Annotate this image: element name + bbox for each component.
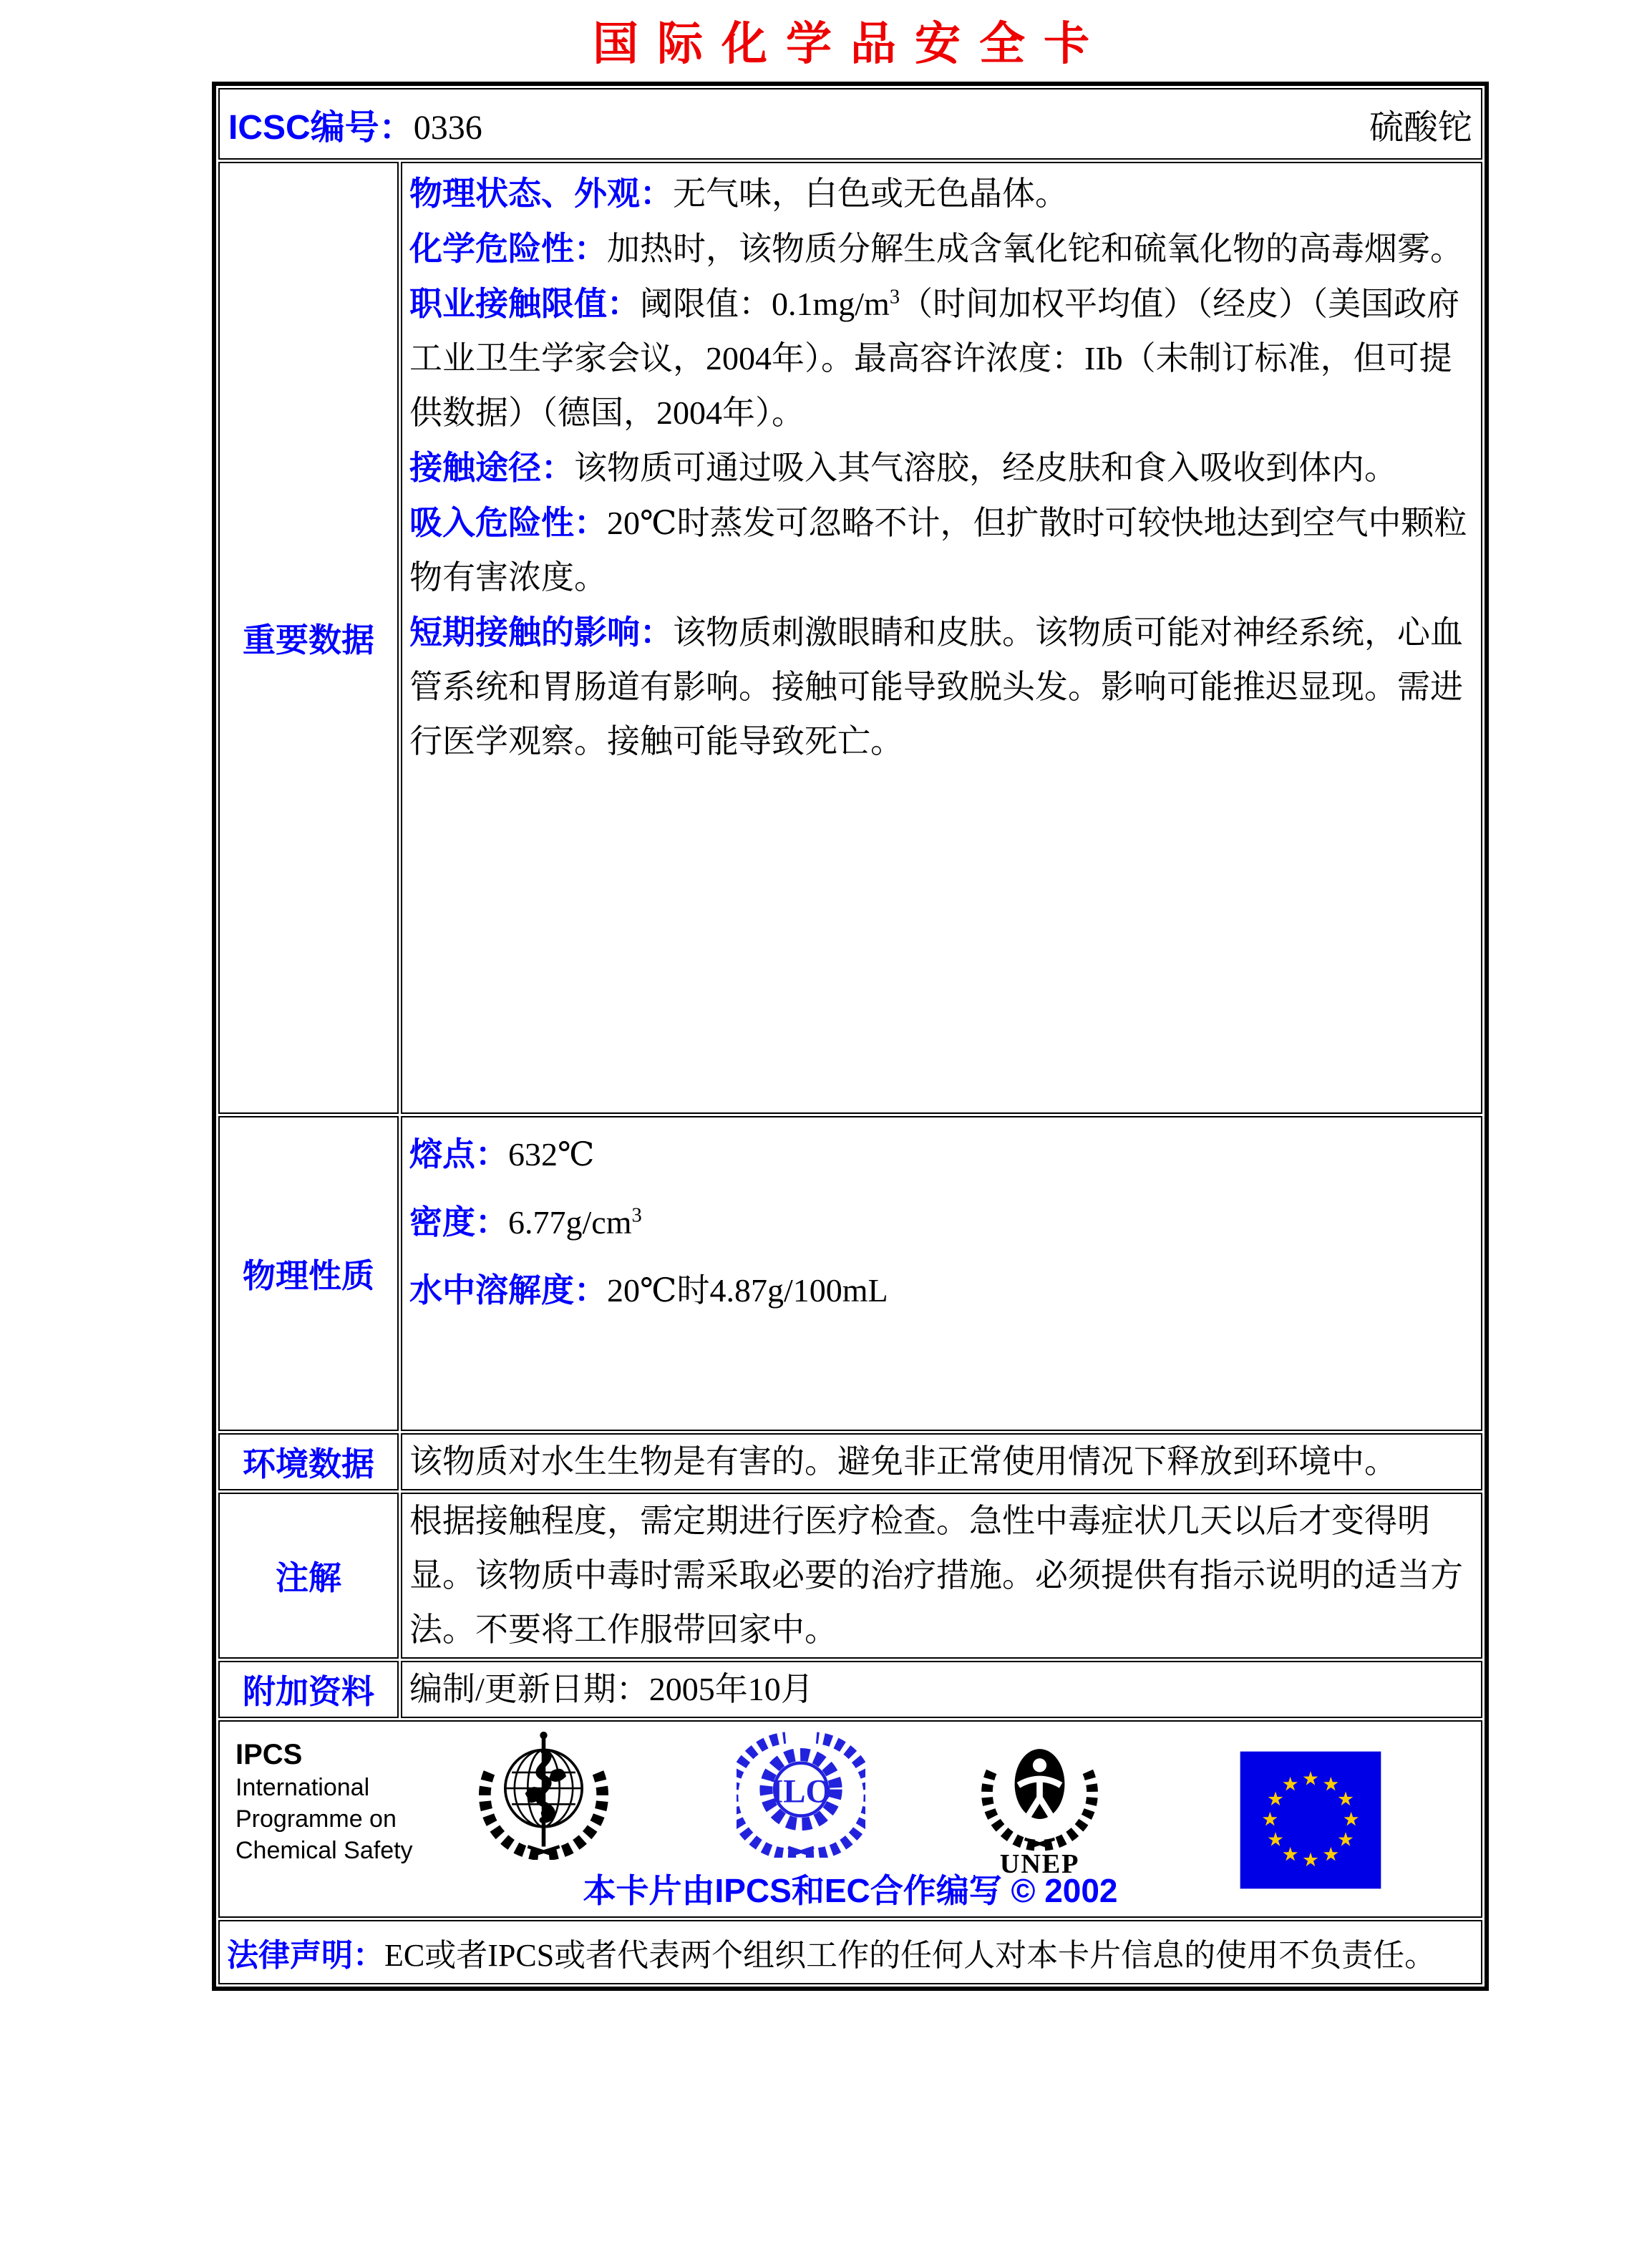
cooperation-caption: 本卡片由IPCS和EC合作编写 © 2002 [583,1872,1118,1909]
ilo-logo-icon [737,1729,865,1858]
item-label: 吸入危险性： [409,504,607,541]
item-text: 该物质可通过吸入其气溶胶，经皮肤和食入吸收到体内。 [574,450,1397,486]
legal-label: 法律声明： [227,1938,384,1973]
legal-cell [218,1920,1482,1984]
item-text: 无气味，白色或无色晶体。 [673,175,1068,212]
labeled-item [409,276,1475,440]
labeled-item [409,605,1475,769]
ipcs-wordmark [235,1737,413,1866]
ipcs-line-3: Chemical Safety [235,1837,413,1864]
labeled-item [409,166,1475,221]
icsc-card-table [212,82,1489,1991]
section-label-environmental-data: 环境数据 [218,1433,399,1490]
item-text: 20℃时蒸发可忽略不计，但扩散时可较快地达到空气中颗粒物有害浓度。 [409,505,1467,596]
item-label: 化学危险性： [409,230,607,267]
section-label-notes: 注解 [218,1493,399,1659]
header-cell [218,88,1482,160]
item-label: 水中溶解度： [409,1271,607,1309]
legal-text: EC或者IPCS或者代表两个组织工作的任何人对本卡片信息的使用不负责任。 [384,1938,1437,1973]
labeled-item [409,440,1475,495]
labeled-item [409,1256,1475,1324]
physical-properties-cell [401,1116,1482,1431]
icsc-number-label: ICSC编号： [228,108,414,147]
labeled-item [409,495,1475,605]
unep-logo-icon [977,1730,1102,1878]
notes-text: 根据接触程度，需定期进行医疗检查。急性中毒症状几天以后才变得明显。该物质中毒时需采取必要的治疗措施。必须提供有指示说明的适当方法。不要将工作服带回家中。 [401,1493,1482,1659]
unep-text: UNEP [999,1849,1080,1878]
item-label: 职业接触限值： [409,285,640,322]
header-row [218,88,1482,160]
item-text: 该物质刺激眼睛和皮肤。该物质可能对神经系统，心血管系统和胃肠道有影响。接触可能导致脱头发。影响可能推迟显现。需进行医学观察。接触可能导致死亡。 [409,614,1463,760]
important-data-cell [401,162,1482,1114]
labeled-item [409,221,1475,276]
item-label: 接触途径： [409,449,574,486]
item-text: 阈限值：$0.1mg/m^3$（时间加权平均值）（经皮）（美国政府工业卫生学家会议，2004年）。最高容许浓度：IIb（未制订标准，但可提供数据）（德国，2004年）。 [409,286,1460,431]
section-label-physical-properties: 物理性质 [218,1116,399,1431]
ipcs-line-1: International [235,1774,370,1801]
section-label-additional-info: 附加资料 [218,1661,399,1718]
additional-info-text: 编制/更新日期：2005年10月 [401,1661,1482,1718]
item-label: 密度： [409,1203,508,1241]
legal-row [218,1920,1482,1984]
item-text: 632℃ [508,1136,595,1173]
labeled-item [409,1120,1475,1188]
logos-cell [218,1720,1482,1918]
environmental-data-row [218,1433,1482,1490]
section-label-important-data: 重要数据 [218,162,399,1114]
environmental-data-text: 该物质对水生生物是有害的。避免非正常使用情况下释放到环境中。 [401,1433,1482,1490]
additional-info-row [218,1661,1482,1718]
item-label: 熔点： [409,1135,508,1173]
item-label: 物理状态、外观： [409,175,673,212]
item-text: 20℃时4.87g/100mL [607,1272,888,1309]
chemical-name: 硫酸铊 [1369,108,1472,147]
who-logo-icon [477,1727,610,1860]
notes-row [218,1493,1482,1659]
icsc-number [228,100,482,149]
item-text: 加热时，该物质分解生成含氧化铊和硫氧化物的高毒烟雾。 [607,231,1463,267]
important-data-content [409,166,1475,769]
item-text: $6.77g/cm^3$ [508,1204,642,1241]
important-data-row [218,162,1482,1114]
labeled-item [409,1188,1475,1256]
logos-row [218,1720,1482,1918]
icsc-number-value: 0336 [413,108,482,147]
item-label: 短期接触的影响： [409,614,673,651]
ilo-text: ILO [770,1772,832,1810]
ipcs-line-2: Programme on [235,1805,397,1833]
ipcs-acronym: IPCS [235,1739,303,1770]
physical-properties-content [409,1120,1475,1324]
page-title: 国际化学品安全卡 [593,18,1108,69]
physical-properties-row [218,1116,1482,1431]
